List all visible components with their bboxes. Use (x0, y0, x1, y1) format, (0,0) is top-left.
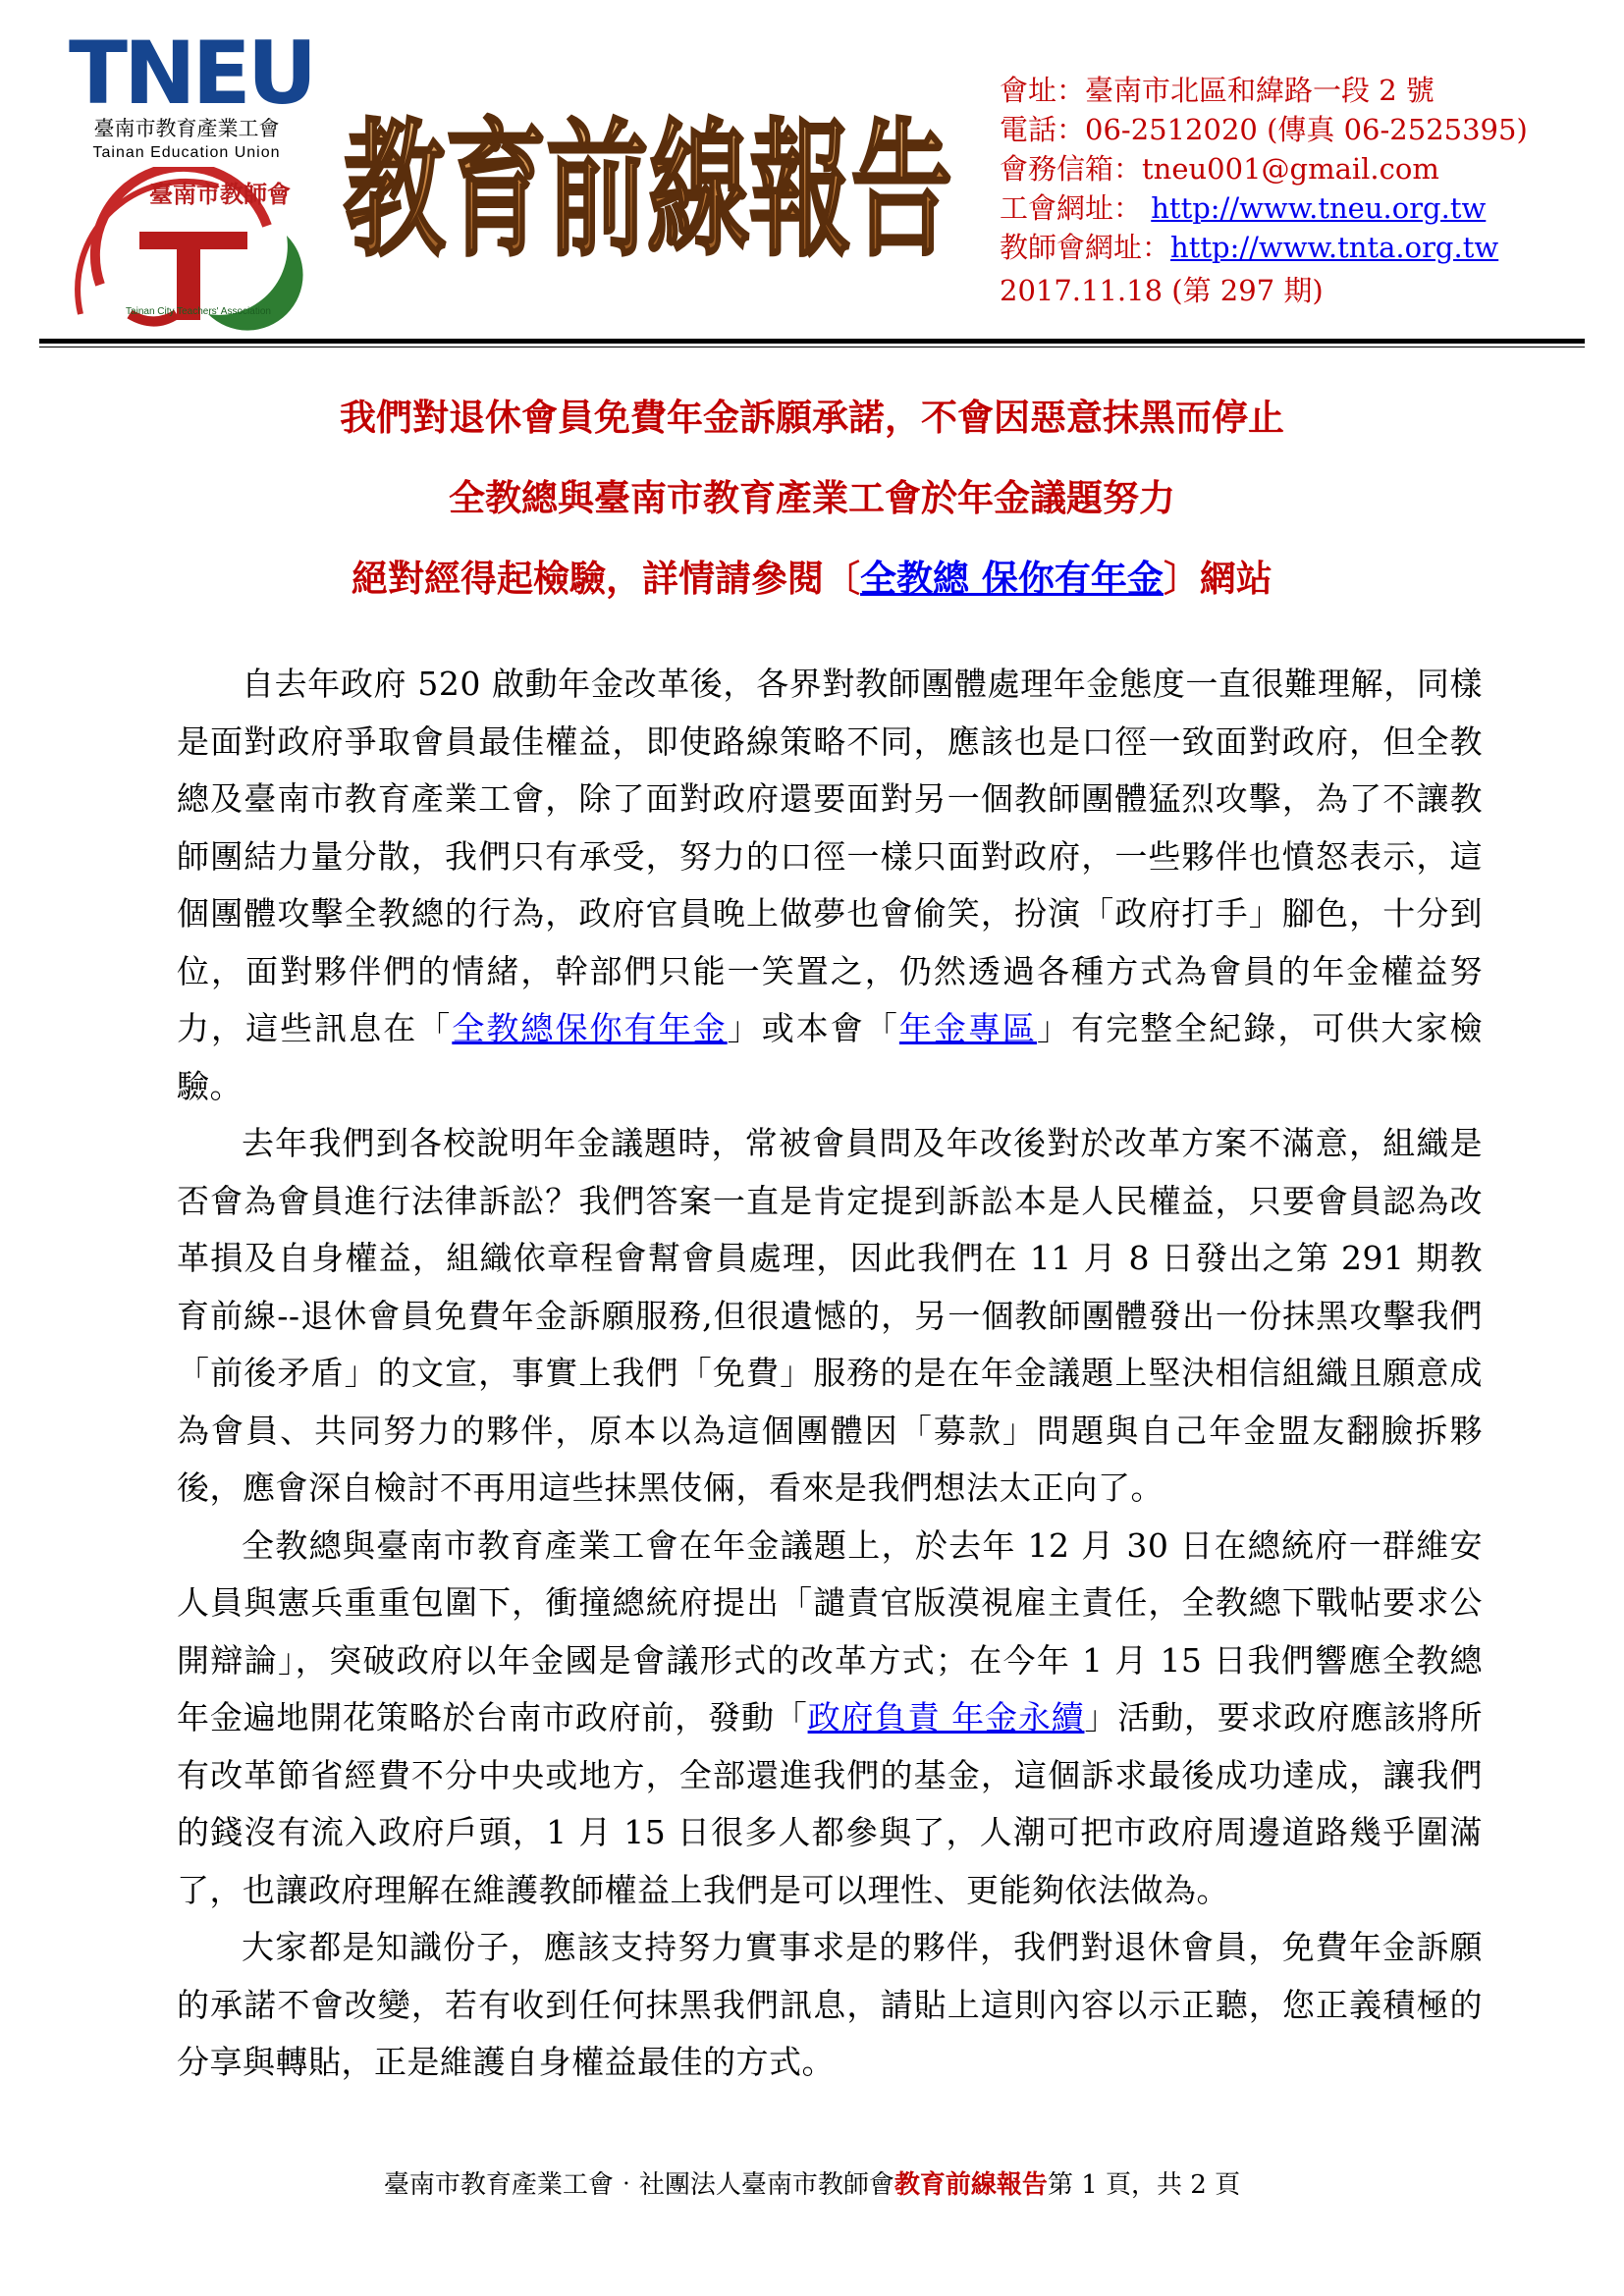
pension-zone-link[interactable]: 年金專區 (898, 1009, 1038, 1047)
pension-site-link[interactable]: 全教總 保你有年金 (860, 558, 1164, 600)
paragraph-3-text-b: 」活動，要求政府應該將所有改革節省經費不分中央或地方，全部還進我們的基金，這個訴求最後成功達成，讓我們的錢沒有流入政府戶頭，1 月 15 日很多人都參與了，人潮可把市政府周邊道路幾乎圍滿了，也讓政府理解在維護教師權益上我們是可以理性、更能夠依法做為。 (177, 1698, 1483, 1909)
masthead-title (334, 69, 962, 285)
headline-line-1: 我們對退休會員免費年金訴願承諾，不會因惡意抹黑而停止 (340, 397, 1284, 439)
paragraph-1 (177, 656, 1483, 1115)
page-footer (0, 2167, 1624, 2203)
paragraph-2: 去年我們到各校說明年金議題時，常被會員問及年改後對於改革方案不滿意，組織是否會為會員進行法律訴訟？我們答案一直是肯定提到訴訟本是人民權益，只要會員認為改革損及自身權益，組織依章程會幫會員處理，因此我們在 11 月 8 日發出之第 291 期教育前線--退休會員免費年金訴願服務,但很遺憾的，另一個教師團體發出一份抹黑攻擊我們「前後矛盾」的文宣，事實上我們「免費」服務的是在年金議題上堅決相信組織且願意成為會員、共同努力的夥伴，原本以為這個團體因「募款」問題與自己年金盟友翻臉拆夥後，應會深自檢討不再用這些抹黑伎倆，看來是我們想法太正向了。 (177, 1124, 1483, 1507)
masthead-text: 教育前線報告 (344, 106, 952, 277)
teachers-website (1000, 228, 1608, 267)
issue-date: 2017.11.18 (第 297 期) (1000, 274, 1324, 307)
letterhead (0, 0, 1624, 324)
tneu-wordmark: TNEU (69, 23, 314, 124)
paragraph-3-text-a: 全教總與臺南市教育產業工會在年金議題上，於去年 12 月 30 日在總統府一群維安人員與憲兵重重包圍下，衝撞總統府提出「譴責官版漠視雇主責任，全教總下戰帖要求公開辯論」，突破政府以年金國是會議形式的改革方式；在今年 1 月 15 日我們響應全教總年金遍地開花策略於台南市政府前，發動「 (177, 1525, 1483, 1736)
headline-line-3-prefix: 絕對經得起檢驗，詳情請參閱〔 (352, 558, 861, 600)
union-website-link[interactable]: http://www.tneu.org.tw (1151, 191, 1487, 225)
paragraph-1-text-c: 」有完整全紀錄，可供大家檢驗。 (177, 1009, 1484, 1105)
headline (79, 378, 1545, 619)
headline-line-3-suffix: 〕網站 (1163, 558, 1272, 600)
paragraph-1-text-b: 」或本會「 (727, 1009, 899, 1047)
header-divider-thick (39, 339, 1585, 344)
union-name-cn: 臺南市教育產業工會 (93, 117, 280, 140)
headline-line-2: 全教總與臺南市教育產業工會於年金議題努力 (449, 477, 1175, 519)
paragraph-1-text-a: 自去年政府 520 啟動年金改革後，各界對教師團體處理年金態度一直很難理解，同樣是面對政府爭取會員最佳權益，即使路線策略不同，應該也是口徑一致面對政府，但全教總及臺南市教育產業工會，除了面對政府還要面對另一個教師團體猛烈攻擊，為了不讓教師團結力量分散，我們只有承受，努力的口徑一樣只面對政府，一些夥伴也憤怒表示，這個團體攻擊全教總的行為，政府官員晚上做夢也會偷笑，扮演「政府打手」腳色，十分到位，面對夥伴們的情緒，幹部們只能一笑置之，仍然透過各種方式為會員的年金權益努力，這些訊息在「 (177, 665, 1483, 1047)
footer-report-name: 教育前線報告 (893, 2170, 1048, 2200)
teachers-association-en: Tainan City Teachers' Association (126, 306, 271, 317)
contact-info (1000, 71, 1608, 310)
teachers-website-link[interactable]: http://www.tnta.org.tw (1170, 231, 1499, 264)
footer-org: 臺南市教育產業工會‧社團法人臺南市教師會 (383, 2170, 894, 2200)
phone: 電話：06-2512020 (傳真 06-2525395) (1000, 113, 1528, 146)
union-name-en: Tainan Education Union (92, 144, 281, 161)
government-responsible-link[interactable]: 政府負責 年金永續 (807, 1698, 1085, 1736)
headline-line-3 (79, 539, 1545, 619)
email: 會務信箱：tneu001@gmail.com (1000, 152, 1439, 186)
article-body (177, 656, 1483, 2092)
union-website-label: 工會網址： (1000, 191, 1143, 225)
seal-lettering: 臺南市教師會 (149, 181, 291, 208)
teachers-website-label: 教師會網址： (1000, 231, 1171, 264)
tneu-logo (61, 23, 316, 324)
paragraph-4: 大家都是知識份子，應該支持努力實事求是的夥伴，我們對退休會員，免費年金訴願的承諾不會改變，若有收到任何抹黑我們訊息，請貼上這則內容以示正聽，您正義積極的分享與轉貼，正是維護自身權益最佳的方式。 (177, 1928, 1483, 2081)
paragraph-3 (177, 1518, 1483, 1920)
address: 會址：臺南市北區和緯路一段 2 號 (1000, 74, 1435, 107)
pension-guarantee-link[interactable]: 全教總保你有年金 (452, 1009, 728, 1047)
union-website (1000, 188, 1608, 228)
footer-page-number: 第 1 頁，共 2 頁 (1047, 2170, 1241, 2200)
